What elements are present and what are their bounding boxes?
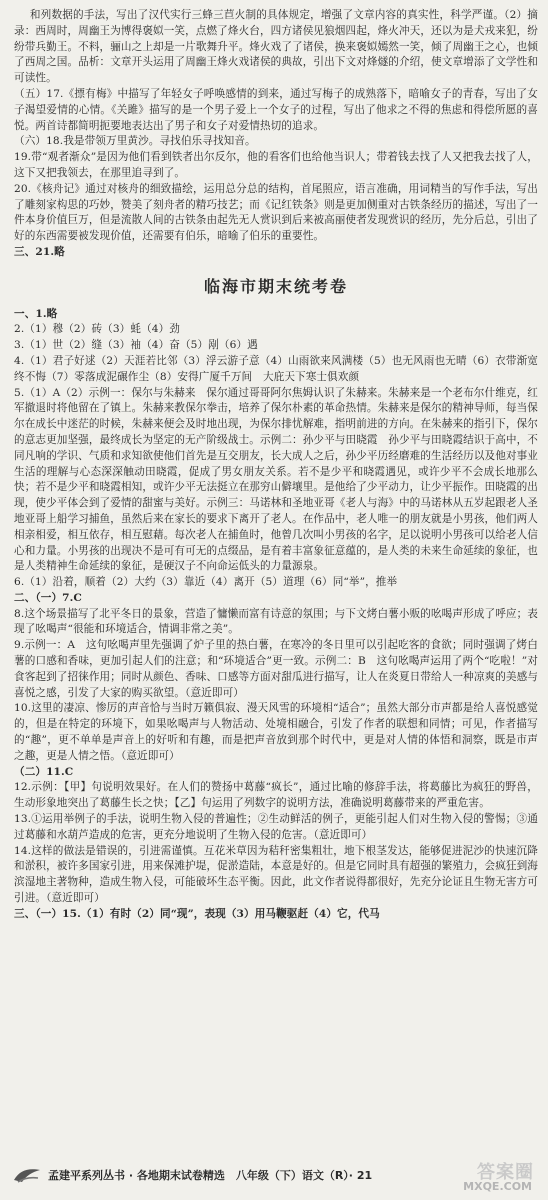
answer-line: 20.《核舟记》通过对核舟的细致描绘，运用总分总的结构，首尾照应，语言准确，用词精当的写作手法，写出了雕刻家构思的巧妙，赞美了刻舟者的精巧技艺；而《记红铁条》则是更加侧重对古铁条经历的描述，写出了一件本身价值巨万，但是流散人间的古铁条由起先无人赏识到后来被高丽使者发现赏识的经历，先分后总，引出了好的东西需要被发现价值，还需要有伯乐，暗喻了伯乐的重要性。 [14, 182, 538, 243]
answer-line: 10.这里的凄凉、惨厉的声音恰与当时万籁俱寂、漫天风雪的环境相“适合”；虽然大部分市声都是给人喜悦感觉的，但是在特定的环境下，如果吆喝声与人物活动、处境相融合，引发了作者的联想和同情；可见，作者描写的“趣”，更不单单是声音上的好听和有趣，而是把声音放到那个时代中，更是对人情的体悟和洞察，既是市声之趣，更是人情之悟。（意近即可） [14, 702, 538, 762]
bird-logo-icon [12, 1164, 42, 1186]
section-heading: 二、（一）7.C [14, 591, 82, 604]
section-heading: 三、21.略 [14, 245, 65, 258]
answer-text [14, 8, 538, 923]
answer-line: 3.（1）世（2）缝（3）袖（4）奋（5）剐（6）遇 [14, 339, 258, 352]
page-footer [12, 1162, 536, 1193]
footer-text: 孟建平系列丛书 · 各地期末试卷精选 八年级（下）语文（R）· 21 [48, 1169, 373, 1182]
answer-line: 和列数据的手法，写出了汉代实行三蜂三苣火制的具体规定，增强了文章内容的真实性，科学严谨。（2）摘录：西周时，周幽王为博得褒姒一笑，点燃了烽火台，四方诸侯见狼烟四起，烽火冲天，还以为是犬戎来犯，纷纷带兵勤王。不料，骊山之上却是一片歌舞升平。烽火戏了了诸侯，换来褒姒嫣然一笑，倾了周幽王之心，也倾了西周之国。品析：文章开头运用了周幽王烽火戏诸侯的典故，引出下文对烽燧的介绍，使文章增添了文学性和可读性。 [14, 9, 538, 85]
answer-line: 13.①运用举例子的手法，说明生物入侵的普遍性；②生动鲜活的例子，更能引起人们对生物入侵的警惕；③通过葛藤和水葫芦造成的危害，更充分地说明了生物入侵的危害。（意近即可） [14, 813, 538, 841]
answer-line: 6.（1）沿着，顺着（2）大约（3）靠近（4）离开（5）道理（6）同“举”，推举 [14, 576, 398, 589]
answer-line: 5.（1）A（2）示例一：保尔与朱赫来 保尔通过哥哥阿尔焦姆认识了朱赫来。朱赫来是一个老布尔什维克，红军撤退时将他留在了镇上。朱赫来教保尔拳击，培养了保尔朴素的革命热情。朱赫来是保尔的精神导师，每当保尔在成长中迷茫的时候，朱赫来便会及时地出现，为保尔排忧解难，指明前进的方向。在朱赫来的指引下，保尔的意志更加坚强，最终成长为坚定的无产阶级战士。示例二：孙少平与田晓霞 孙少平与田晓霞结识于高中，不同凡响的学识、气质和求知欲使他们首先是互交朋友，长大成人之后，孙少平历经磨难的生活经历以及他对事业生活的理解与心态深深触动田晓霞，促成了男女朋友关系。若不是少平和晓霞遇见，或许少平不会成长地那么快；若不是少平和晓霞相知，或许少平无法挺立在那穷山僻壤里。是他给了少平动力，让少平振作。田晓霞的出现，使少平体会到了爱情的甜蜜与美好。示例三：马诺林和圣地亚哥《老人与海》中的马诺林从五岁起跟老人圣地亚哥上船学习捕鱼，虽然后来在家长的要求下离开了老人。在作品中，老人唯一的朋友就是小男孩，他们两人相亲相爱，相互依存，相互慰藉。每次老人在捕鱼时，他曾几次叫小男孩的名字，足以说明小男孩可以给老人信心和力量。小男孩的出现决不是可有可无的点缀品，是有着丰富象征意蕴的，是人类的未来生命延续的象征，也是人类精神生命延续的象征，是硬汉子不向命运低头的力量源泉。 [14, 386, 538, 573]
answer-line: 14.这样的做法是错误的，引进需谨慎。互花米草因为秸秆密集粗壮，地下根茎发达，能够促进泥沙的快速沉降和淤积，被许多国家引进，用来保滩护堤，促淤造陆，本意是好的。但是它同时具有超强的繁殖力，会疯狂到海滨湿地主著物种，造成生物入侵，可能破坏生态平衡。因此，此文作者说得都很好，先充分论证且生物无害方可引进。（意近即可） [14, 844, 538, 905]
section-heading: 三、（一）15.（1）有时（2）同“现”，表现（3）用马鞭驱赶（4）它，代马 [14, 907, 380, 920]
answer-line: 19.带“观者渐众”是因为他们看到铁者出尔反尔，他的看客们也给他当识人；带着钱去找了人又把我去找了人，这下又把我领去，在那里追寻到了。 [14, 151, 538, 179]
exam-title: 临海市期末统考卷 [203, 276, 348, 296]
answer-line: 4.（1）君子好逑（2）天涯若比邻（3）浮云游子意（4）山雨欲来风满楼（5）也无风雨也无晴（6）衣带渐宽终不悔（7）零落成泥碾作尘（8）安得广厦千万间 大庇天下寒士俱欢颜 [14, 354, 538, 383]
answer-line: （五）17.《摽有梅》中描写了年轻女子呼唤感情的到来，通过写梅子的成熟落下，暗喻女子的青春，写出了女子渴望爱情的心情。《关雎》描写的是一个男子爱上一个女子的过程，写出了他求之不得的焦虑和得偿所愿的喜悦。两首诗都简明扼要地表达出了男子和女子对爱情热切的追求。 [14, 87, 538, 132]
answer-line: 8.这个场景描写了北平冬日的景象，营造了慵懒而富有诗意的氛围；与下文烤白薯小贩的吆喝声形成了呼应；表现了吆喝声“很能和环境适合，情调非常之美”。 [14, 607, 538, 636]
answer-line: 9.示例一：A 这句吆喝声里先强调了炉子里的热白薯，在寒冷的冬日里可以引起吃客的食欲；同时强调了烤白薯的口感和香味，更加引起人们的注意；和“环境适合”更一致。示例二：B 这句吆喝声运用了两个“吃啦！”对食客起到了招徕作用；同时从颜色、香味、口感等方面对甜瓜进行描写，让人在炎夏日带给人一种凉爽的美感与喜悦之感，引发了大家的购买欲望。（意近即可） [14, 639, 538, 699]
section-heading: （二）11.C [14, 765, 74, 778]
answer-line: 2.（1）穆（2）砖（3）蚝（4）劲 [14, 323, 180, 336]
answer-line: （六）18.我是带领万里黄沙。寻找伯乐寻找知音。 [14, 135, 256, 148]
watermark-url: MXQE.COM [463, 1180, 532, 1193]
watermark-logo: 答案圈 [477, 1162, 534, 1183]
answer-line: 12.示例：【甲】句说明效果好。在人们的赞扬中葛藤“疯长”，通过比喻的修辞手法，将葛藤比为疯狂的野兽，生动形象地突出了葛藤生长之快；【乙】句运用了列数字的说明方法，准确说明葛藤带来的严重危害。 [14, 781, 538, 810]
section-heading: 一、1.略 [14, 307, 58, 320]
